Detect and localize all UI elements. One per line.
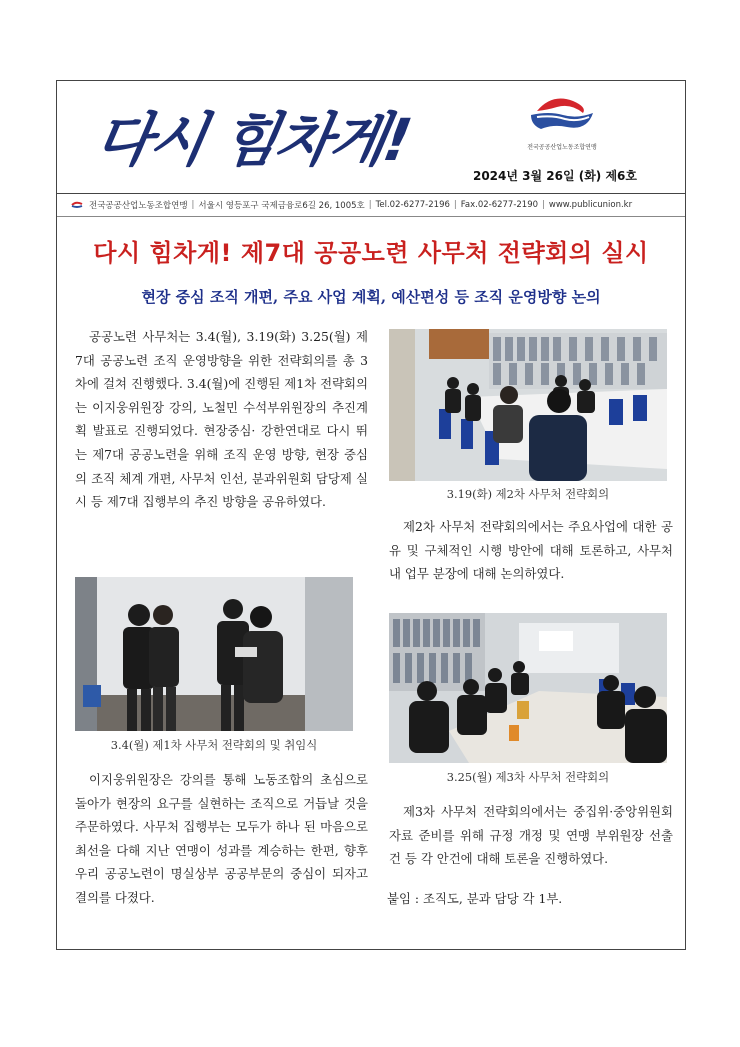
photo-second-meeting — [389, 329, 667, 481]
info-address: 서울시 영등포구 국제금융로6길 26, 1005호 — [198, 201, 365, 211]
issue-date: 2024년 3월 26일 (화) 제6호 — [472, 169, 637, 183]
body-paragraph-3: 이지웅위원장은 강의를 통해 노동조합의 초심으로 돌아가 현장의 요구를 실현하는 조직으로 거듭날 것을 주문하였다. 사무처 집행부는 모두가 하나 된 마음으로 최선을 다해 지난 연맹이 성과를 계승하는 한편, 향후 우리 공공노련이 명실상부 공공부문의 중심이 되자고 결의를 다졌다. — [75, 772, 368, 905]
photo-third-meeting — [389, 613, 667, 763]
body-paragraph-1: 공공노련 사무처는 3.4(월), 3.19(화) 3.25(월) 제7대 공공노련 조직 운영방향을 위한 전략회의를 총 3차에 걸쳐 진행했다. 3.4(월)에 진행된 제1차 전략회의는 이지웅위원장 강의, 노철민 수석부위원장의 추진계획 발표로 진행되었다. 현장중심· 강한연대로 다시 뛰는 제7대 공공노련을 위해 조직 운영 방향, 현장 중심의 조직 체계 개편, 사무처 인선, 분과위원회 담당제 실시 등 제7대 집행부의 추진 방향을 공유하였다. — [75, 329, 368, 510]
info-separator: | — [368, 200, 372, 210]
info-separator: | — [542, 200, 545, 210]
info-org: 전국공공산업노동조합연맹 — [89, 201, 188, 211]
info-fax: Fax.02-6277-2190 — [460, 200, 539, 210]
attachment-note: 붙임 : 조직도, 분과 담당 각 1부. — [387, 891, 563, 906]
newsletter-frame — [56, 80, 686, 950]
mini-logo-icon — [71, 201, 83, 209]
info-bar — [57, 193, 685, 217]
union-logo — [517, 91, 607, 151]
body-paragraph-4: 제3차 사무처 전략회의에서는 중집위·중앙위원회 자료 준비를 위해 규정 개정 및 연맹 부위원장 선출 건 등 각 안건에 대해 토론을 진행하였다. — [389, 804, 673, 867]
caption-photo-3: 3.25(월) 제3차 사무처 전략회의 — [446, 770, 610, 784]
photo-first-meeting — [75, 577, 353, 731]
masthead — [57, 81, 685, 193]
subheadline: 현장 중심 조직 개편, 주요 사업 계획, 예산편성 등 조직 운영방향 논의 — [141, 288, 601, 306]
headline: 다시 힘차게! 제7대 공공노련 사무처 전략회의 실시 — [93, 239, 649, 267]
caption-photo-1: 3.4(월) 제1차 사무처 전략회의 및 취임식 — [110, 738, 318, 752]
union-logo-icon — [527, 91, 597, 137]
brush-title-text: 다시 힘차게! — [90, 106, 415, 174]
info-separator: | — [191, 200, 195, 210]
info-website[interactable]: www.publicunion.kr — [548, 200, 633, 210]
caption-photo-2: 3.19(화) 제2차 사무처 전략회의 — [446, 487, 610, 501]
brush-title — [90, 93, 415, 177]
body-paragraph-2: 제2차 사무처 전략회의에서는 주요사업에 대한 공유 및 구체적인 시행 방안에 대해 토론하고, 사무처 내 업무 분장에 대해 논의하였다. — [389, 519, 673, 582]
logo-org-name: 전국공공산업노동조합연맹 — [527, 144, 597, 151]
info-separator: | — [453, 200, 457, 210]
info-tel: Tel.02-6277-2196 — [375, 200, 450, 210]
